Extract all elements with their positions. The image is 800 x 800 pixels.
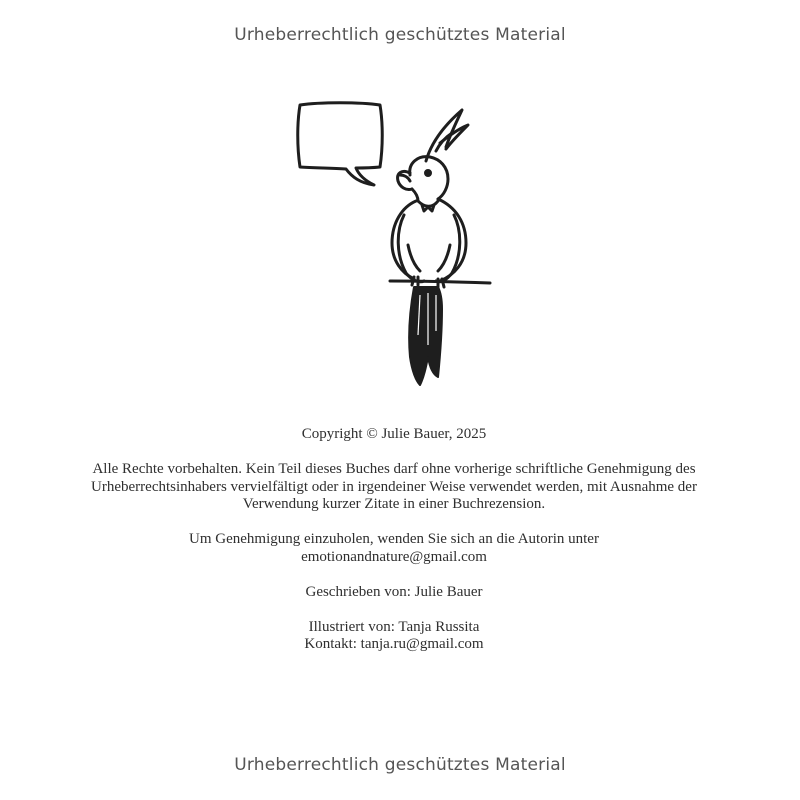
tail-icon (409, 287, 442, 385)
illustrated-by: Illustriert von: Tanja Russita (308, 618, 480, 635)
rights-line-1: Alle Rechte vorbehalten. Kein Teil dieses Buches darf ohne vorherige schriftliche Genehmigung des (92, 461, 696, 477)
author-email: emotionandnature@gmail.com (301, 548, 487, 565)
speech-bubble-icon (298, 103, 383, 185)
written-by: Geschrieben von: Julie Bauer (305, 583, 483, 600)
rights-line-3: Verwendung kurzer Zitate in einer Buchrezension. (242, 496, 546, 512)
rights-line-2: Urheberrechtsinhabers vervielfältigt oder in irgendeiner Weise verwendet werden, mit Ausnahme der (91, 478, 697, 495)
copyright-line: Copyright © Julie Bauer, 2025 (301, 426, 487, 442)
cockatoo-with-speech-bubble-icon (290, 95, 500, 390)
watermark-top: Urheberrechtlich geschütztes Material (234, 25, 566, 45)
rights-statement (80, 461, 708, 514)
permission-line: Um Genehmigung einzuholen, wenden Sie sich an die Autorin unter (189, 531, 599, 547)
permission-statement (80, 531, 708, 566)
copyright-block (80, 426, 708, 654)
watermark-bottom: Urheberrechtlich geschütztes Material (234, 755, 566, 775)
illustrator-contact: Kontakt: tanja.ru@gmail.com (304, 636, 484, 652)
illustrator-credit (80, 619, 708, 654)
